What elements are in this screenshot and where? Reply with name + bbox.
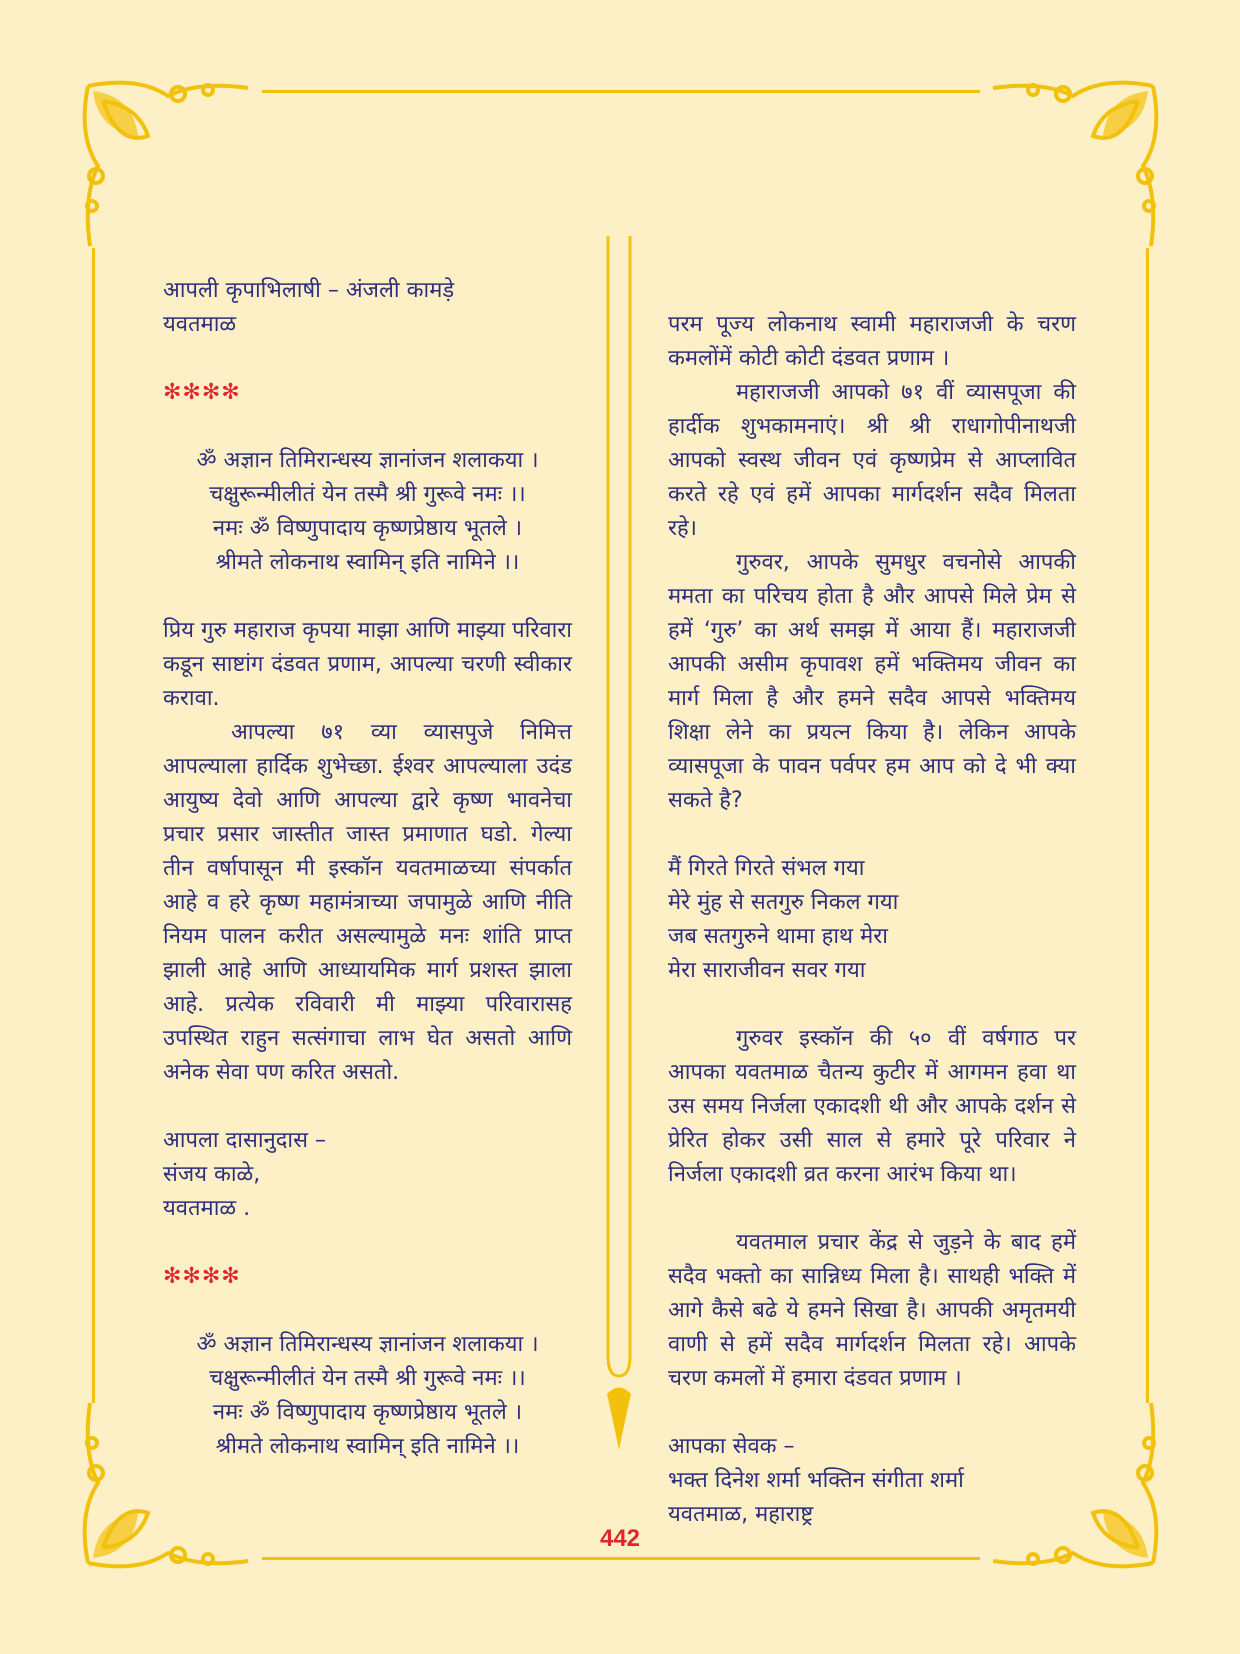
left-column <box>163 274 572 1464</box>
paragraph: गुरुवर इस्कॉन की ५० वीं वर्षगाठ पर आपका यवतमाळ चैतन्य कुटीर में आगमन हवा था उस समय निर्जला एकादशी थी और आपके दर्शन से प्रेरित होकर उसी साल से हमारे पूरे परिवार ने निर्जला एकादशी व्रत करना आरंभ किया था। <box>668 1026 1076 1187</box>
signoff-line: आपली कृपाभिलाषी – अंजली कामड़े <box>163 278 455 303</box>
verse-line: ॐ अज्ञान तिमिरान्धस्य ज्ञानांजन शलाकया । <box>196 448 539 473</box>
verse-line: नमः ॐ विष्णुपादाय कृष्णप्रेष्ठाय भूतले । <box>212 516 523 541</box>
signoff-line: आपका सेवक – <box>668 1434 795 1459</box>
paragraph: परम पूज्य लोकनाथ स्वामी महाराजजी के चरण कमलोंमें कोटी कोटी दंडवत प्रणाम । <box>668 312 1076 371</box>
guru-pranam-verse <box>163 1328 572 1464</box>
signoff-sanjay <box>163 1124 572 1226</box>
signoff-line: यवतमाळ <box>163 312 237 337</box>
signoff-line: यवतमाळ, महाराष्ट्र <box>668 1502 814 1527</box>
signoff-line: यवतमाळ . <box>163 1196 251 1221</box>
guru-pranam-verse <box>163 444 572 580</box>
verse-line: चक्षुरून्मीलीतं येन तस्मै श्री गुरूवे नमः ।। <box>209 1366 526 1391</box>
paragraph: महाराजजी आपको ७१ वीं व्यासपूजा की हार्दीक शुभकामनाएं। श्री श्री राधागोपीनाथजी आपको स्वस्थ जीवन एवं कृष्णप्रेम से आप्लावित करते रहे एवं हमें आपका मार्गदर्शन सदैव मिलता रहे। <box>668 380 1076 541</box>
star-separator: ✻✻✻✻ <box>163 380 241 405</box>
left-border-line <box>92 248 95 1403</box>
poem-line: मेरे मुंह से सतगुरु निकल गया <box>668 890 899 915</box>
poem <box>668 852 1076 988</box>
signoff-line: संजय काळे, <box>163 1162 261 1187</box>
verse-line: श्रीमते लोकनाथ स्वामिन् इति नामिने ।। <box>215 550 520 575</box>
paragraph: आपल्या ७१ व्या व्यासपुजे निमित्त आपल्याला हार्दिक शुभेच्छा. ईश्वर आपल्याला उदंड आयुष्य देवो आणि आपल्या द्वारे कृष्ण भावनेचा प्रचार प्रसार जास्तीत जास्त प्रमाणात घडो. गेल्या तीन वर्षापासून मी इस्कॉन यवतमाळच्या संपर्कात आहे व हरे कृष्ण महामंत्राच्या जपामुळे आणि नीति नियम पालन करीत असल्यामुळे मनः शांति प्राप्त झाली आहे आणि आध्यायमिक मार्ग प्रशस्त झाला आहे. प्रत्येक रविवारी मी माझ्या परिवारासह उपस्थित राहुन सत्संगाचा लाभ घेत असतो आणि अनेक सेवा पण करित असतो. <box>163 720 572 1085</box>
paragraph: गुरुवर, आपके सुमधुर वचनोसे आपकी ममता का परिचय होता है और आपसे मिले प्रेम से हमें ‘गुरु’ का अर्थ समझ में आया हैं। महाराजजी आपकी असीम कृपावश हमें भक्तिमय जीवन का मार्ग मिला है और हमने सदैव आपसे भक्तिमय शिक्षा लेने का प्रयत्न किया है। लेकिन आपके व्यासपूजा के पावन पर्वपर हम आप को दे भी क्या सकते है? <box>668 550 1076 813</box>
right-column <box>668 308 1076 1532</box>
poem-line: जब सतगुरुने थामा हाथ मेरा <box>668 924 888 949</box>
verse-line: नमः ॐ विष्णुपादाय कृष्णप्रेष्ठाय भूतले । <box>212 1400 523 1425</box>
verse-line: श्रीमते लोकनाथ स्वामिन् इति नामिने ।। <box>215 1434 520 1459</box>
corner-ornament-icon <box>78 76 253 251</box>
right-border-line <box>1146 248 1149 1403</box>
paragraph: प्रिय गुरु महाराज कृपया माझा आणि माझ्या परिवारा कडून साष्टांग दंडवत प्रणाम, आपल्या चरणी स्वीकार करावा. <box>163 618 572 711</box>
page-number: 442 <box>599 1525 641 1552</box>
verse-line: चक्षुरून्मीलीतं येन तस्मै श्री गुरूवे नमः ।। <box>209 482 526 507</box>
verse-line: ॐ अज्ञान तिमिरान्धस्य ज्ञानांजन शलाकया । <box>196 1332 539 1357</box>
bottom-border-line <box>262 1557 980 1560</box>
paragraph: यवतमाल प्रचार केंद्र से जुड़ने के बाद हमें सदैव भक्तो का सान्निध्य मिला है। साथही भक्ति में आगे कैसे बढे ये हमने सिखा है। आपकी अमृतमयी वाणी से हमें सदैव मार्गदर्शन मिलता रहे। आपके चरण कमलों में हमारा दंडवत प्रणाम । <box>668 1230 1076 1391</box>
star-separator: ✻✻✻✻ <box>163 1264 241 1289</box>
corner-ornament-icon <box>988 76 1163 251</box>
signoff-line: आपला दासानुदास – <box>163 1128 326 1153</box>
signoff-line: भक्त दिनेश शर्मा भक्तिन संगीता शर्मा <box>668 1468 964 1493</box>
signoff-anjali <box>163 274 572 342</box>
signoff-sharma <box>668 1430 1076 1532</box>
column-divider <box>604 236 634 1456</box>
poem-line: मेरा साराजीवन सवर गया <box>668 958 866 983</box>
poem-line: मैं गिरते गिरते संभल गया <box>668 856 865 881</box>
top-border-line <box>262 90 980 93</box>
